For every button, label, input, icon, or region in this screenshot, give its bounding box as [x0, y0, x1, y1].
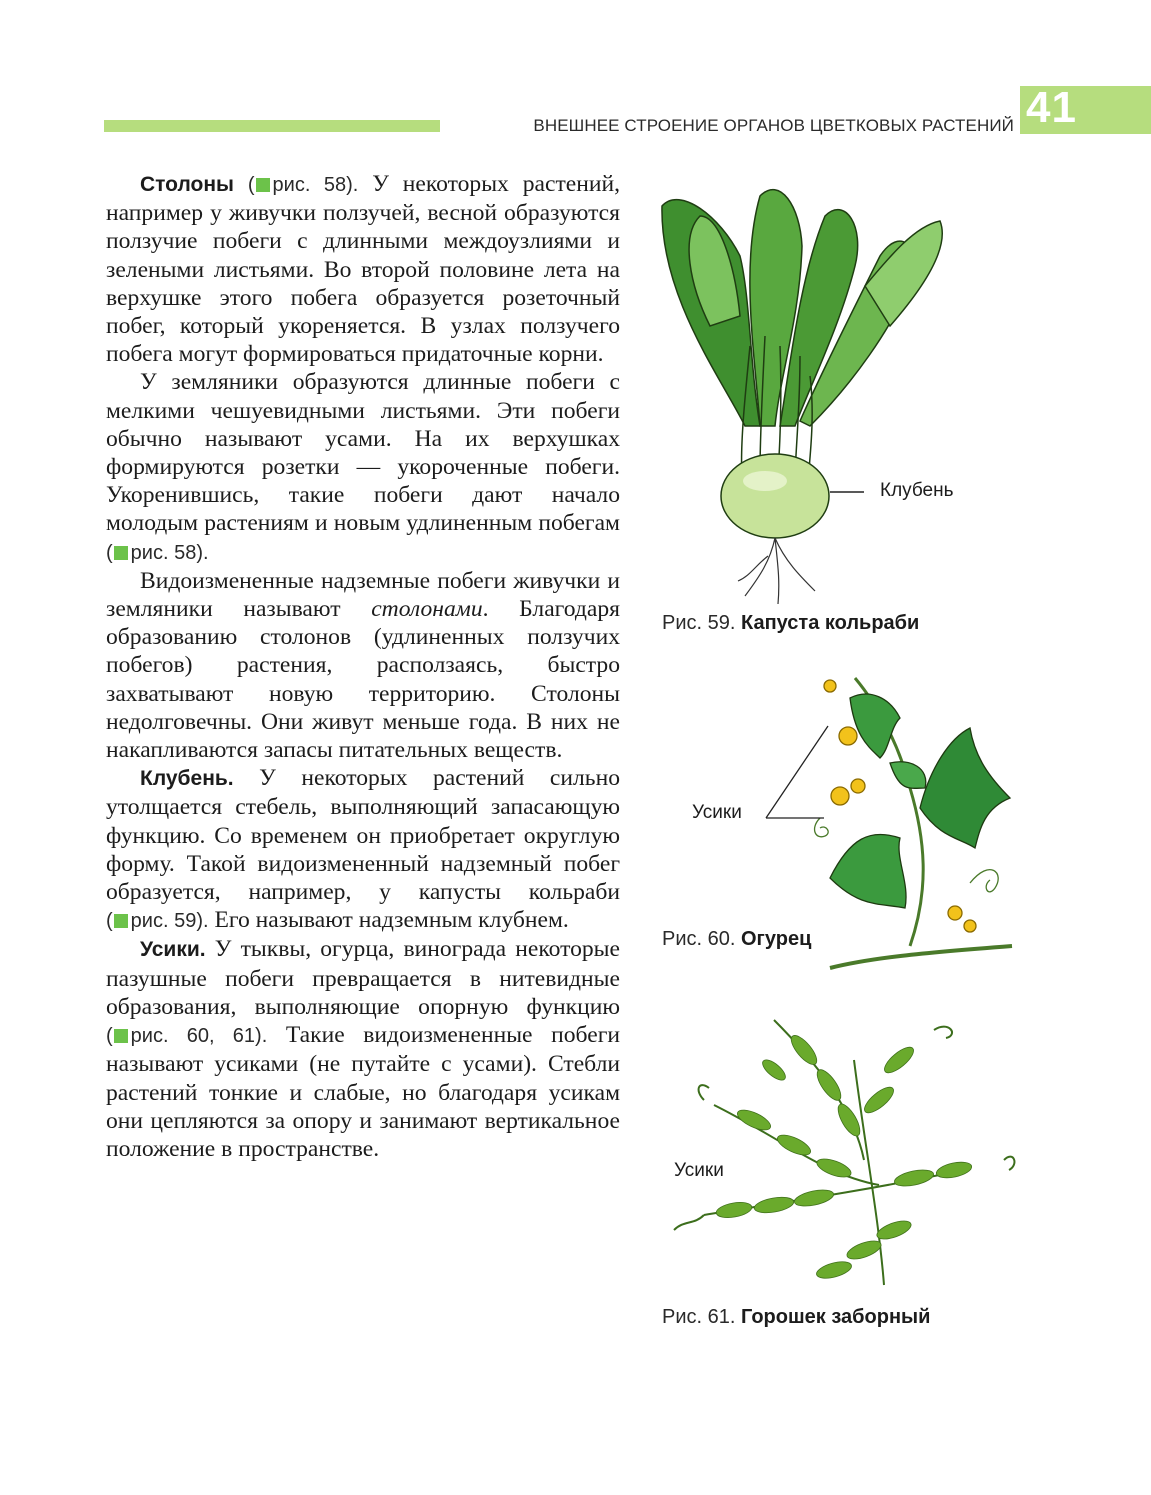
caption-label: Рис. 60. — [662, 928, 736, 950]
callout-tuber: Клубень — [880, 480, 954, 501]
caption-title: Огурец — [741, 928, 812, 950]
running-title: ВНЕШНЕЕ СТРОЕНИЕ ОРГАНОВ ЦВЕТКОВЫХ РАСТЕНИЙ — [533, 116, 1014, 135]
figure-ref[interactable] — [106, 1025, 267, 1047]
caption-title: Капуста кольраби — [741, 612, 920, 634]
term-tendrils: Усики. — [140, 938, 206, 962]
tendrils-text-2: Такие видоизмененные побеги называют усиками (не путайте с усами). Стебли растений тонкие и слабые, но благодаря усикам они цепляются за опору и занимают вертикальное положение в пространстве. — [106, 1022, 621, 1162]
tendrils-text: У тыквы, огурца, винограда некоторые пазушные побеги превращается в нитевидные образования, выполняющие опорную функцию — [106, 936, 620, 1020]
green-square-icon — [114, 1029, 128, 1043]
paragraph-tuber — [106, 764, 620, 935]
green-square-icon — [114, 546, 128, 560]
ref-open: ( — [247, 174, 255, 196]
ref-close: ). — [346, 174, 359, 196]
term-stolons: Столоны — [140, 173, 234, 196]
caption-title: Горошек заборный — [741, 1306, 931, 1328]
ref-text: рис. 59 — [130, 910, 197, 933]
figure-ref[interactable] — [106, 542, 209, 564]
ref-text: рис. 60, 61 — [130, 1025, 256, 1048]
tuber-text: У некоторых растений сильно утолщается стебель, выполняющий запасающую функцию. Со временем он приобретает округлую форму. Такой видоизмененный надземный побег образуется, например, у капусты кольраби — [106, 765, 620, 906]
callout-tendrils-cucumber: Усики — [692, 802, 742, 823]
term-tuber: Клубень. — [140, 767, 234, 791]
ref-open: ( — [106, 541, 113, 564]
stolons-def-after: . Благодаря образованию столонов (удлиненных ползучих побегов) растения, расползаясь, быстро захватывают новую территорию. Столоны недолговечны. Они живут меньше года. В них не накапливаются запасы питательных веществ. — [106, 596, 620, 764]
figure-caption-60 — [662, 928, 811, 951]
tendrils-callout-lines — [762, 720, 832, 830]
figure-caption-59 — [662, 612, 919, 635]
caption-label: Рис. 59. — [662, 612, 736, 634]
callout-tendrils-vetch: Усики — [674, 1160, 724, 1181]
ref-close: ). — [196, 541, 209, 564]
ref-text: рис. 58 — [272, 174, 347, 196]
ref-text: рис. 58 — [130, 541, 197, 564]
header-accent-bar — [104, 120, 440, 132]
paragraph-stolons — [106, 170, 620, 368]
vetch-illustration — [664, 1000, 1024, 1290]
green-square-icon — [114, 914, 128, 928]
ref-open: ( — [106, 910, 113, 933]
page-number: 41 — [1026, 83, 1077, 132]
paragraph-tendrils — [106, 935, 620, 1163]
strawberry-text: У земляники образуются длинные побеги с мелкими чешуевидными листьями. Эти побеги обычно называют усами. На их верхушках формируются розетки — укороченные побеги. Укоренившись, такие побеги дают начало молодым растениям и новым удлиненным побегам — [106, 369, 620, 537]
figure-ref[interactable] — [248, 174, 359, 196]
paragraph-strawberry — [106, 368, 620, 566]
main-text-column — [106, 170, 620, 1163]
figure-caption-61 — [662, 1306, 930, 1329]
stolons-text: У некоторых растений, например у живучки ползучей, весной образуются ползучие побеги с длинными междоузлиями и зелеными листьями. Во второй половине лета на верхушке этого побега образуется розеточный побег, который укореняется. В узлах ползучего побега могут формироваться придаточные корни. — [106, 171, 621, 368]
tuber-text-2: Его называют надземным клубнем. — [208, 907, 569, 934]
kohlrabi-illustration — [650, 176, 980, 606]
ref-close: ). — [196, 910, 209, 933]
term-italic-stolons: столонами — [371, 596, 483, 623]
paragraph-stolons-definition — [106, 567, 620, 764]
green-square-icon — [256, 178, 270, 192]
figure-ref[interactable] — [106, 910, 209, 932]
ref-close: ). — [255, 1025, 268, 1048]
caption-label: Рис. 61. — [662, 1306, 736, 1328]
stolons-def-before: Видоизмененные надземные побеги живучки и земляники называют — [106, 567, 620, 623]
ref-open: ( — [106, 1025, 113, 1048]
